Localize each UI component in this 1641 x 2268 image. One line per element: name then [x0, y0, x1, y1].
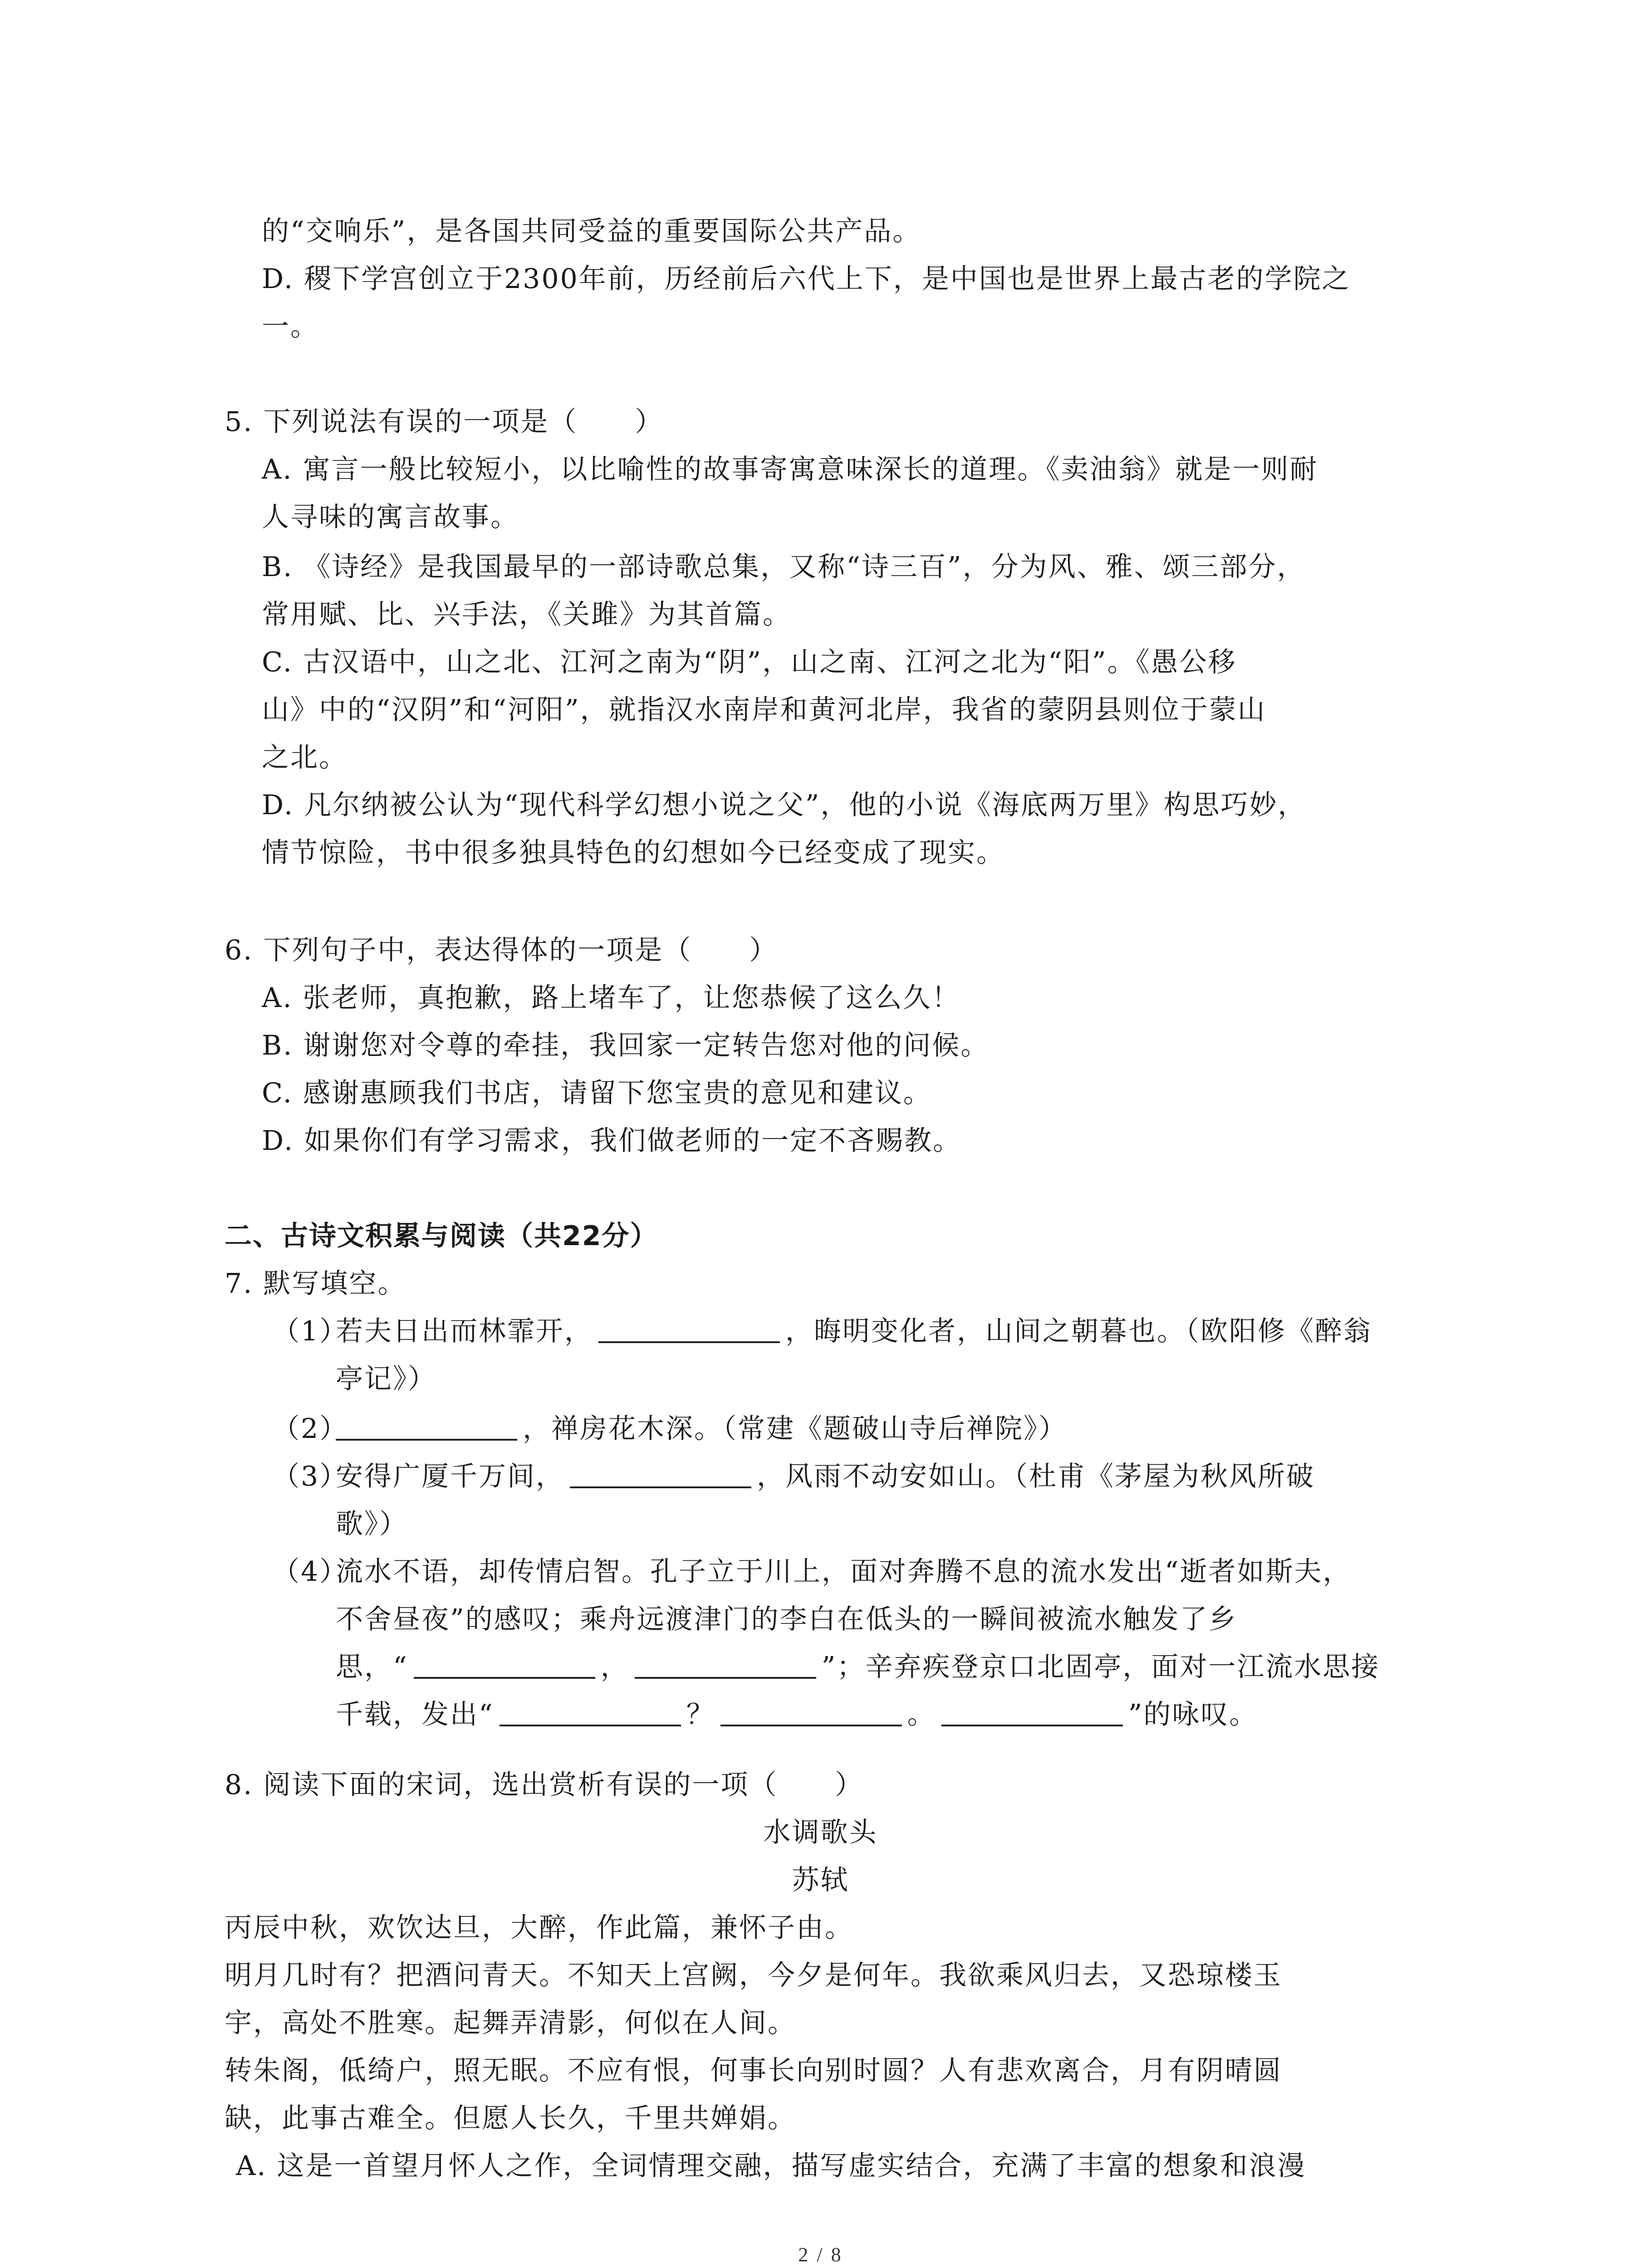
- poem-preface: 丙辰中秋，欢饮达旦，大醉，作此篇，兼怀子由。: [225, 1912, 853, 1944]
- q5-option-b-line2: 常用赋、比、兴手法，《关雎》为其首篇。: [262, 599, 791, 631]
- q6-option-d: D. 如果你们有学习需求，我们做老师的一定不吝赐教。: [262, 1125, 962, 1157]
- answer-blank[interactable]: [941, 1697, 1123, 1726]
- poem-line1: 明月几时有？把酒问青天。不知天上宫阙，今夕是何年。我欲乘风归去，又恐琼楼玉: [225, 1960, 1282, 1991]
- q7-item4-line1: 流水不语，却传情启智。孔子立于川上，面对奔腾不息的流水发出“逝者如斯夫，: [336, 1556, 1352, 1588]
- poem-line4: 缺，此事古难全。但愿人长久，千里共婵娟。: [225, 2102, 796, 2134]
- q5-option-c-line3: 之北。: [262, 742, 348, 773]
- q7-item4-number: （4）: [272, 1556, 348, 1588]
- q6-option-c: C. 感谢惠顾我们书店，请留下您宝贵的意见和建议。: [262, 1077, 932, 1109]
- q7-item3-line2: 歌》）: [336, 1508, 408, 1540]
- q7-item4-line4: [336, 1692, 1258, 1737]
- q4-option-c-tail: 的“交响乐”，是各国共同受益的重要国际公共产品。: [262, 215, 921, 247]
- q7-item1-text-b: ，晦明变化者，山间之朝暮也。（欧阳修《醉翁: [785, 1315, 1372, 1347]
- answer-blank[interactable]: [635, 1650, 816, 1679]
- q7-item4-text-d1: 千载，发出“: [336, 1699, 494, 1730]
- q8-stem: 8. 阅读下面的宋词，选出赏析有误的一项（ ）: [225, 1769, 864, 1801]
- page-number: 2 / 8: [798, 2244, 843, 2266]
- answer-blank[interactable]: [500, 1697, 681, 1726]
- q8-option-a-line1: A. 这是一首望月怀人之作，全词情理交融，描写虚实结合，充满了丰富的想象和浪漫: [236, 2150, 1306, 2182]
- q7-item4-text-d4: ”的咏叹。: [1128, 1699, 1258, 1730]
- q7-item4-text-c1: 思，“: [336, 1651, 408, 1683]
- q7-item4-text-d3: 。: [907, 1699, 936, 1730]
- q7-item1-line2: 亭记》）: [336, 1363, 436, 1395]
- q4-option-d-line1: D. 稷下学宫创立于2300年前，历经前后六代上下，是中国也是世界上最古老的学院之: [262, 263, 1351, 295]
- q5-option-d-line1: D. 凡尔纳被公认为“现代科学幻想小说之父”，他的小说《海底两万里》构思巧妙，: [262, 789, 1307, 821]
- answer-blank[interactable]: [598, 1314, 780, 1343]
- poem-line2: 宇，高处不胜寒。起舞弄清影，何似在人间。: [225, 2007, 796, 2039]
- q7-item4-text-c2: ，: [600, 1651, 629, 1683]
- q7-item2-line1: [336, 1406, 1067, 1452]
- q6-stem: 6. 下列句子中，表达得体的一项是（ ）: [225, 934, 778, 966]
- answer-blank[interactable]: [414, 1650, 595, 1679]
- q7-item1-number: （1）: [272, 1315, 348, 1347]
- q7-item2-number: （2）: [272, 1413, 348, 1445]
- answer-blank[interactable]: [720, 1697, 902, 1726]
- q7-item4-text-c3: ”；辛弃疾登京口北固亭，面对一江流水思接: [821, 1651, 1380, 1683]
- poem-line3: 转朱阁，低绮户，照无眠。不应有恨，何事长向别时圆？人有悲欢离合，月有阴晴圆: [225, 2055, 1282, 2087]
- q5-stem: 5. 下列说法有误的一项是（ ）: [225, 406, 664, 438]
- q5-option-c-line2: 山》中的“汉阴”和“河阳”，就指汉水南岸和黄河北岸，我省的蒙阴县则位于蒙山: [262, 694, 1266, 726]
- q7-item3-line1: [336, 1454, 1315, 1499]
- answer-blank[interactable]: [570, 1459, 751, 1488]
- q7-item4-line3: [336, 1644, 1380, 1690]
- q5-option-a-line1: A. 寓言一般比较短小，以比喻性的故事寄寓意味深长的道理。《卖油翁》就是一则耐: [262, 454, 1318, 485]
- q4-option-d-line2: 一。: [262, 311, 319, 342]
- q5-option-d-line2: 情节惊险，书中很多独具特色的幻想如今已经变成了现实。: [262, 837, 1005, 869]
- section-heading: 二、古诗文积累与阅读（共22分）: [225, 1220, 658, 1252]
- q7-item4-text-d2: ？: [686, 1699, 715, 1730]
- q5-option-c-line1: C. 古汉语中，山之北、江河之南为“阴”，山之南、江河之北为“阳”。《愚公移: [262, 646, 1237, 678]
- q6-option-a: A. 张老师，真抱歉，路上堵车了，让您恭候了这么久！: [262, 982, 960, 1014]
- q7-item3-text-b: ，风雨不动安如山。（杜甫《茅屋为秋风所破: [757, 1461, 1315, 1492]
- q7-item1-line1: [336, 1309, 1372, 1354]
- q7-stem: 7. 默写填空。: [225, 1268, 407, 1300]
- q5-option-b-line1: B. 《诗经》是我国最早的一部诗歌总集，又称“诗三百”，分为风、雅、颂三部分，: [262, 551, 1306, 583]
- q7-item3-text-a: 安得广厦千万间，: [336, 1461, 564, 1492]
- q6-option-b: B. 谢谢您对令尊的牵挂，我回家一定转告您对他的问候。: [262, 1030, 989, 1061]
- answer-blank[interactable]: [336, 1412, 517, 1441]
- q7-item2-text: ，禅房花木深。（常建《题破山寺后禅院》）: [523, 1413, 1067, 1445]
- poem-title: 水调歌头: [763, 1817, 878, 1848]
- q7-item1-text-a: 若夫日出而林霏开，: [336, 1315, 593, 1347]
- q7-item4-line2: 不舍昼夜”的感叹；乘舟远渡津门的李白在低头的一瞬间被流水触发了乡: [336, 1603, 1237, 1635]
- q7-item3-number: （3）: [272, 1461, 348, 1492]
- q5-option-a-line2: 人寻味的寓言故事。: [262, 501, 519, 533]
- poem-author: 苏轼: [792, 1864, 849, 1896]
